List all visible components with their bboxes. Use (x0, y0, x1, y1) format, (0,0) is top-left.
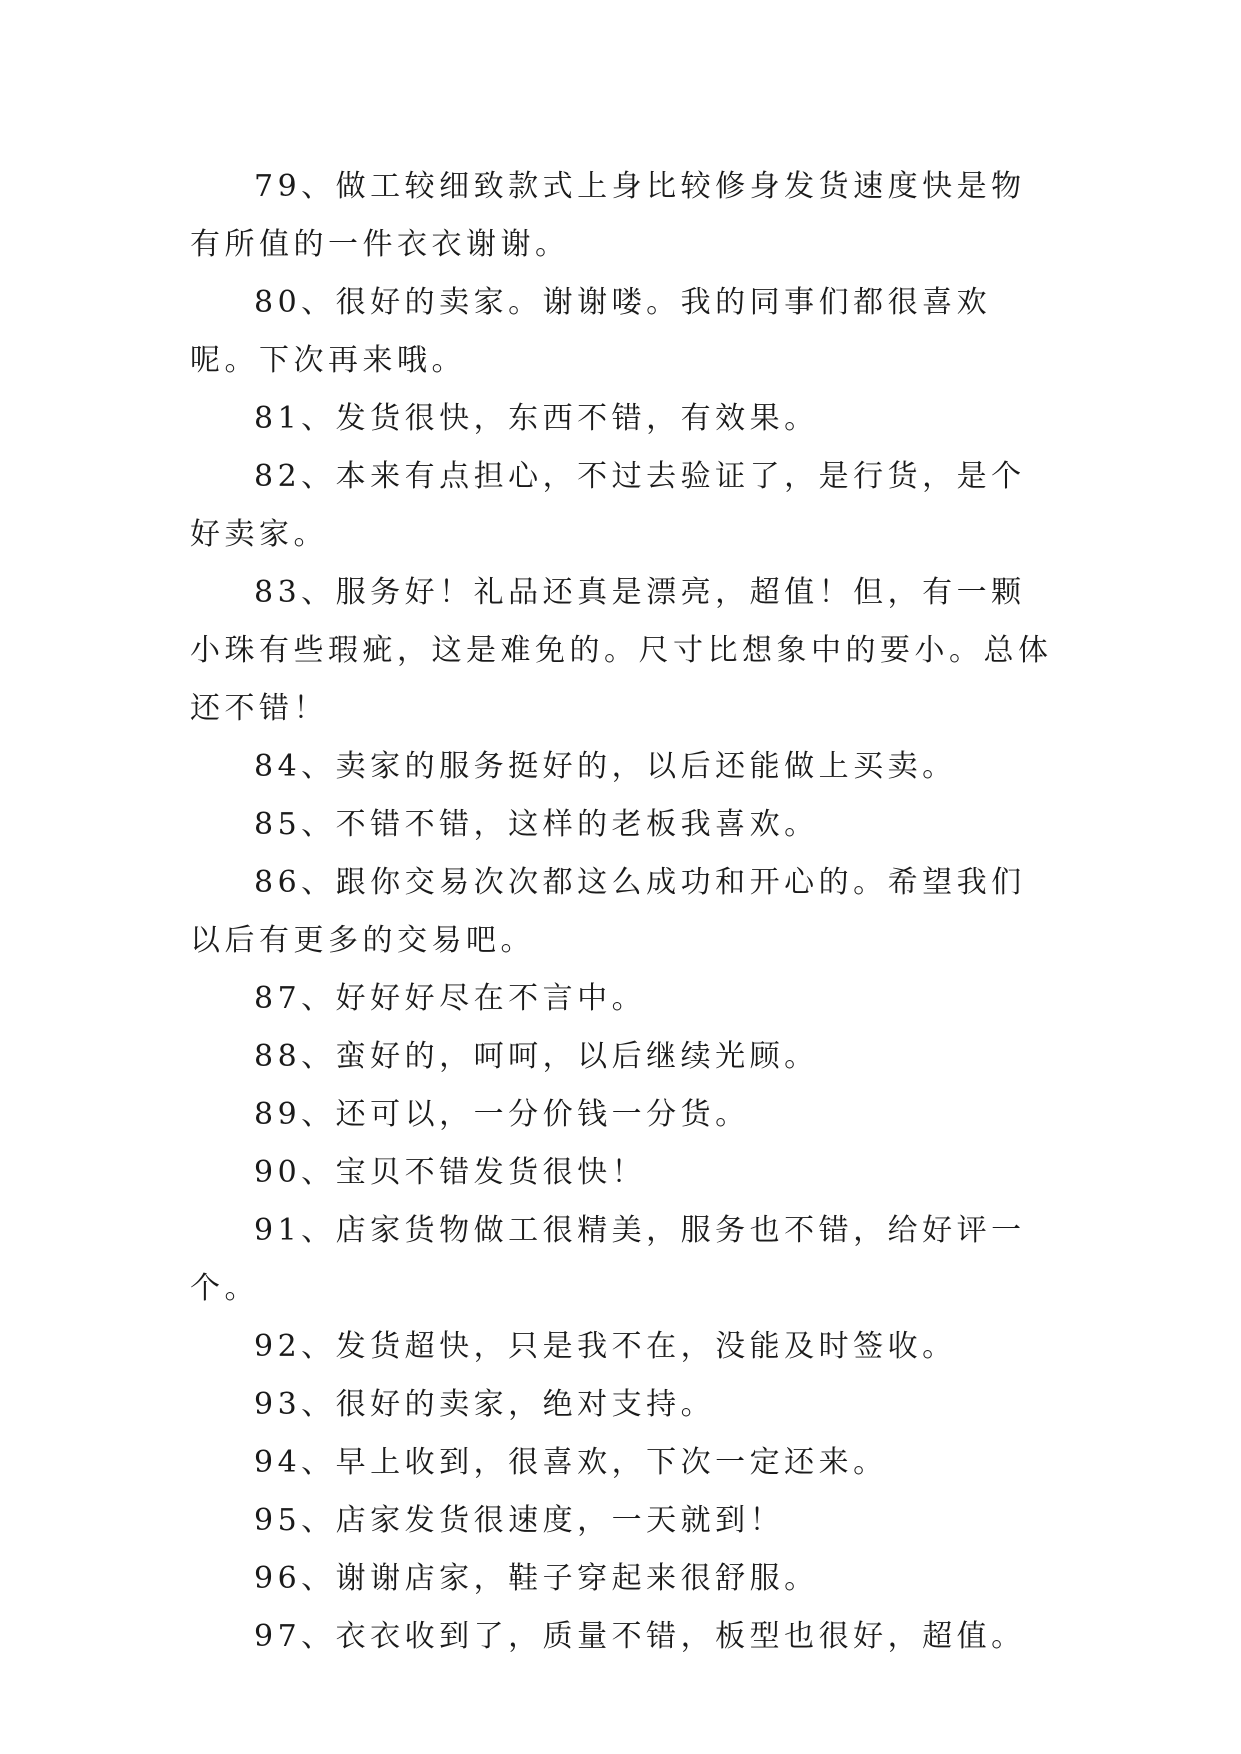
review-item-97: 97、衣衣收到了，质量不错，板型也很好，超值。 (254, 1619, 1026, 1654)
review-item-89: 89、还可以，一分价钱一分货。 (254, 1097, 750, 1132)
review-item-96: 96、谢谢店家，鞋子穿起来很舒服。 (254, 1561, 819, 1596)
review-item-91: 91、店家货物做工很精美，服务也不错，给好评一个。 (190, 1213, 1026, 1306)
review-list (190, 158, 1060, 1666)
review-item-79: 79、做工较细致款式上身比较修身发货速度快是物有所值的一件衣衣谢谢。 (190, 169, 1026, 262)
review-item-83: 83、服务好！礼品还真是漂亮，超值！但，有一颗小珠有些瑕疵，这是难免的。尺寸比想象中的要小。总体还不错！ (190, 575, 1053, 726)
review-item-82: 82、本来有点担心，不过去验证了，是行货，是个好卖家。 (190, 459, 1026, 552)
review-item-85: 85、不错不错，这样的老板我喜欢。 (254, 807, 819, 842)
review-item-93: 93、很好的卖家，绝对支持。 (254, 1387, 716, 1422)
review-item-90: 90、宝贝不错发货很快！ (254, 1155, 647, 1190)
review-item-84: 84、卖家的服务挺好的，以后还能做上买卖。 (254, 749, 957, 784)
review-item-81: 81、发货很快，东西不错，有效果。 (254, 401, 819, 436)
review-item-94: 94、早上收到，很喜欢，下次一定还来。 (254, 1445, 888, 1480)
review-item-80: 80、很好的卖家。谢谢喽。我的同事们都很喜欢呢。下次再来哦。 (190, 285, 992, 378)
review-item-88: 88、蛮好的，呵呵，以后继续光顾。 (254, 1039, 819, 1074)
review-item-86: 86、跟你交易次次都这么成功和开心的。希望我们以后有更多的交易吧。 (190, 865, 1026, 958)
review-item-95: 95、店家发货很速度，一天就到！ (254, 1503, 785, 1538)
review-item-92: 92、发货超快，只是我不在，没能及时签收。 (254, 1329, 957, 1364)
review-item-87: 87、好好好尽在不言中。 (254, 981, 647, 1016)
